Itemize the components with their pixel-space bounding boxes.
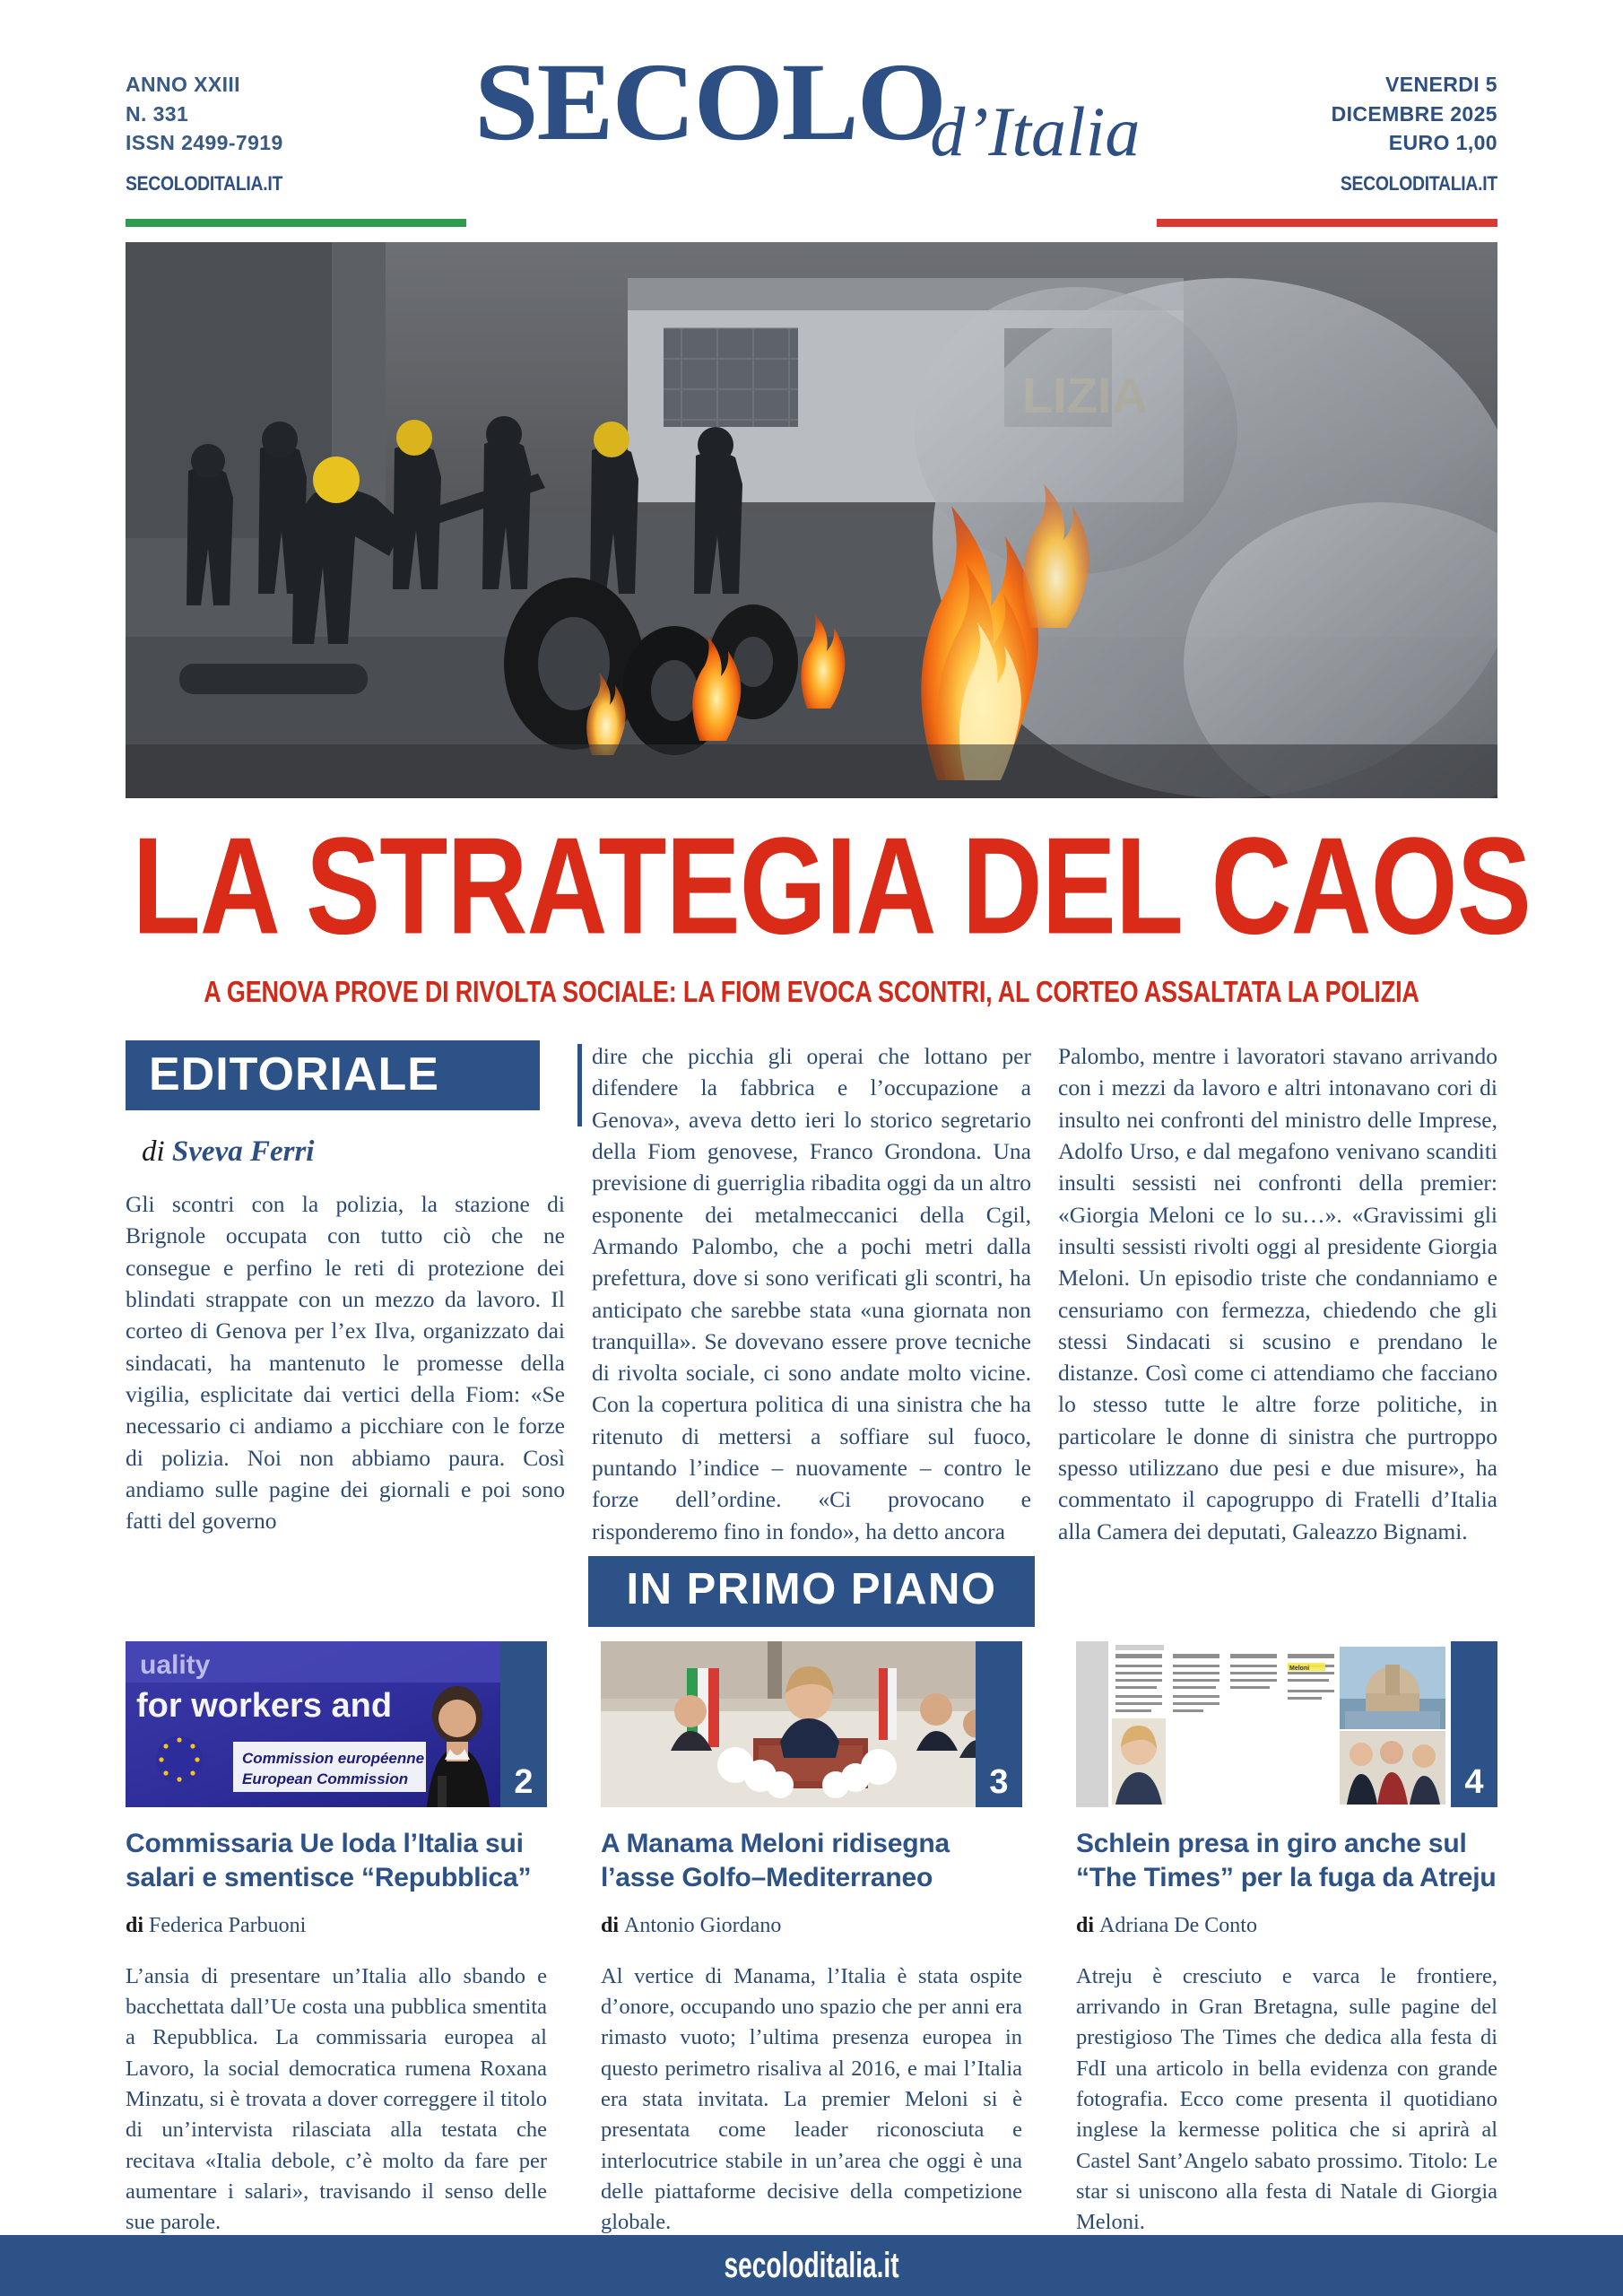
- in-primo-piano-banner: [0, 1556, 1623, 1627]
- masthead-date-day: VENERDI 5: [1384, 73, 1497, 96]
- editorial-text-col3: Palombo, mentre i lavoratori stavano arrivando con i mezzi da lavoro e altri intonavano cori di insulto nei confronti del ministro delle Imprese, Adolfo Urso, e dal megafono venivano scanditi insulti sessisti nei confronti della premier: «Giorgia Meloni ce lo su…». «Gravissimi gli insulti sessisti rivolti oggi al presidente Giorgia Meloni. Un episodio triste che condanniamo e censuriamo con fermezza, chiedendo che gli stessi Sindacati si scusino e prendano le distanze. Così come ci attendiamo che facciano lo stesso tutte le altre forze politiche, in particolare le donne di sinistra che purtroppo spesso utilizzano due pesi e due misure», ha commentato il capogruppo di Fratelli d’Italia alla Camera dei deputati, Galeazzo Bignami.: [1058, 1043, 1497, 1544]
- masthead-numero: N. 331: [126, 101, 189, 126]
- hero-photo: [126, 242, 1497, 798]
- article-body-3: Atreju è cresciuto e varca le frontiere, arrivando in Gran Bretagna, sulle pagine del prestigioso The Times che dedica alla festa di FdI una articolo in bella evidenza con grande fotografia. Ecco come presenta il quotidiano inglese la kermesse politica che si aprirà al Castel Sant’Angelo sabato prossimo. Titolo: Le star si uniscono alla festa di Natale di Giorgia Meloni.: [1076, 1963, 1497, 2235]
- article-byline-author-2: Antonio Giordano: [624, 1913, 782, 1937]
- svg-text:uality: uality: [140, 1650, 211, 1680]
- svg-text:Meloni: Meloni: [1289, 1665, 1310, 1672]
- article-byline-prefix-3: di: [1076, 1913, 1100, 1937]
- masthead-url-left[interactable]: SECOLODITALIA.IT: [126, 172, 283, 195]
- editorial-column-2: [592, 1040, 1031, 1547]
- footer-bar: [0, 2235, 1623, 2296]
- svg-text:European Commission: European Commission: [242, 1770, 409, 1787]
- editorial-text-col2: dire che picchia gli operai che lottano per difendere la fabbrica e l’occupazione a Genova», aveva detto ieri lo storico segretario della Fiom genovese, Franco Grondona. Una previsione di guerriglia ribadita oggi da un altro esponente dei metalmeccanici della Cgil, Armando Palombo, che a pochi metri dalla prefettura, dove si sono verificati gli scontri, ha anticipato che sarebbe stata «una giornata non tranquilla». Se dovevano essere prove tecniche di rivolta sociale, ci sono andate molto vicine. Con la copertura politica di una sinistra che ha ritenuto di mettersi a soffiare sul fuoco, puntando l’indice – nuovamente – contro le forze dell’ordine. «Ci provocano e risponderemo fino in fondo», ha detto ancora: [592, 1043, 1031, 1544]
- article-thumbnail-1[interactable]: [126, 1641, 547, 1807]
- footer-website-url[interactable]: secoloditalia.it: [724, 2244, 899, 2285]
- editorial-byline-prefix: di: [142, 1135, 172, 1168]
- masthead-logo[interactable]: [0, 40, 1623, 170]
- editorial-column-3: [1058, 1040, 1497, 1547]
- editorial-byline: [126, 1135, 565, 1169]
- editorial-text-col1: Gli scontri con la polizia, la stazione di Brignole occupata con tutto ciò che ne consegue e perfino le reti di protezione dei blindati strappate con un mezzo da lavoro. Il corteo di Genova per l’ex Ilva, organizzato dai sindacati, ha mantenuto le promesse della vigilia, esplicitate dai vertici della Fiom: «Se necessario ci andiamo a picchiare con le forze di polizia. Noi non abbiamo paura. Così andiamo sulle pagine dei giornali e poi sono fatti del governo: [126, 1191, 565, 1535]
- svg-text:Commission européenne: Commission européenne: [242, 1750, 425, 1767]
- masthead-logo-script: d’Italia: [930, 92, 1141, 170]
- article-thumbnail-2[interactable]: [601, 1641, 1022, 1807]
- svg-text:for workers and: for workers and: [136, 1687, 393, 1725]
- tricolor-divider: [126, 219, 1497, 227]
- featured-articles: [126, 1641, 1497, 2238]
- article-title-1[interactable]: Commissaria Ue loda l’Italia sui salari e smentisce “Repubblica”: [126, 1829, 532, 1893]
- main-headline: LA STRATEGIA DEL CAOS: [132, 808, 1531, 963]
- article-byline-2: [601, 1914, 1022, 1938]
- masthead-url-right[interactable]: SECOLODITALIA.IT: [1340, 172, 1497, 195]
- article-card-2[interactable]: [601, 1641, 1022, 2238]
- article-thumbnail-image-3: [1076, 1641, 1497, 1807]
- masthead-price: EURO 1,00: [1388, 131, 1497, 155]
- article-title-3[interactable]: Schlein presa in giro anche sul “The Times” per la fuga da Atreju: [1076, 1829, 1497, 1893]
- article-byline-author-1: Federica Parbuoni: [149, 1913, 307, 1937]
- article-thumbnail-image-1: [126, 1641, 547, 1807]
- article-title-2[interactable]: A Manama Meloni ridisegna l’asse Golfo–Mediterraneo: [601, 1829, 950, 1893]
- article-byline-1: [126, 1914, 547, 1938]
- masthead-issn: ISSN 2499-7919: [126, 131, 283, 155]
- article-page-number-3: 4: [1451, 1641, 1497, 1807]
- in-primo-piano-label: IN PRIMO PIANO: [588, 1556, 1034, 1627]
- masthead-logo-main: SECOLO: [473, 40, 945, 163]
- tricolor-gap: [466, 219, 1157, 227]
- article-byline-3: [1076, 1914, 1497, 1938]
- article-byline-author-3: Adriana De Conto: [1099, 1913, 1257, 1937]
- editorial-column-1: [126, 1040, 565, 1547]
- masthead-date-month: DICEMBRE 2025: [1331, 101, 1497, 126]
- article-thumbnail-3[interactable]: [1076, 1641, 1497, 1807]
- tricolor-red-bar: [1157, 219, 1497, 227]
- masthead: [0, 0, 1623, 195]
- article-page-number-1: 2: [500, 1641, 547, 1807]
- tricolor-green-bar: [126, 219, 466, 227]
- hero-photo-image: [126, 242, 1497, 798]
- article-byline-prefix-1: di: [126, 1913, 150, 1937]
- main-subheadline: A GENOVA PROVE DI RIVOLTA SOCIALE: LA FIOM EVOCA SCONTRI, AL CORTEO ASSALTATA LA POLIZIA: [204, 974, 1419, 1009]
- article-card-1[interactable]: [126, 1641, 547, 2238]
- editorial-section: [126, 1040, 1497, 1547]
- article-card-3[interactable]: [1076, 1641, 1497, 2238]
- article-byline-prefix-2: di: [601, 1913, 625, 1937]
- editorial-byline-author: Sveva Ferri: [171, 1135, 315, 1168]
- article-body-1: L’ansia di presentare un’Italia allo sbando e bacchettata dall’Ue costa una pubblica smentita a Repubblica. La commissaria europea al Lavoro, la social democratica rumena Roxana Minzatu, si è trovata a dover correggere il titolo di un’intervista rilasciata alla testata che recitava «Italia debole, c’è molto da fare per aumentare i salari», travisando il senso delle sue parole.: [126, 1963, 547, 2235]
- article-body-2: Al vertice di Manama, l’Italia è stata ospite d’onore, occupando uno spazio che per anni era rimasto vuoto; l’ultima presenza europea in questo perimetro risaliva al 2016, e mai l’Italia era stata invitata. La premier Meloni si è presentata come leader riconosciuta e interlocutrice stabile in un’area che oggi è una delle piattaforme decisive della competizione globale.: [601, 1963, 1022, 2235]
- editorial-badge: EDITORIALE: [126, 1040, 540, 1110]
- masthead-anno: ANNO XXIII: [126, 73, 240, 96]
- article-thumbnail-image-2: [601, 1641, 1022, 1807]
- article-page-number-2: 3: [976, 1641, 1022, 1807]
